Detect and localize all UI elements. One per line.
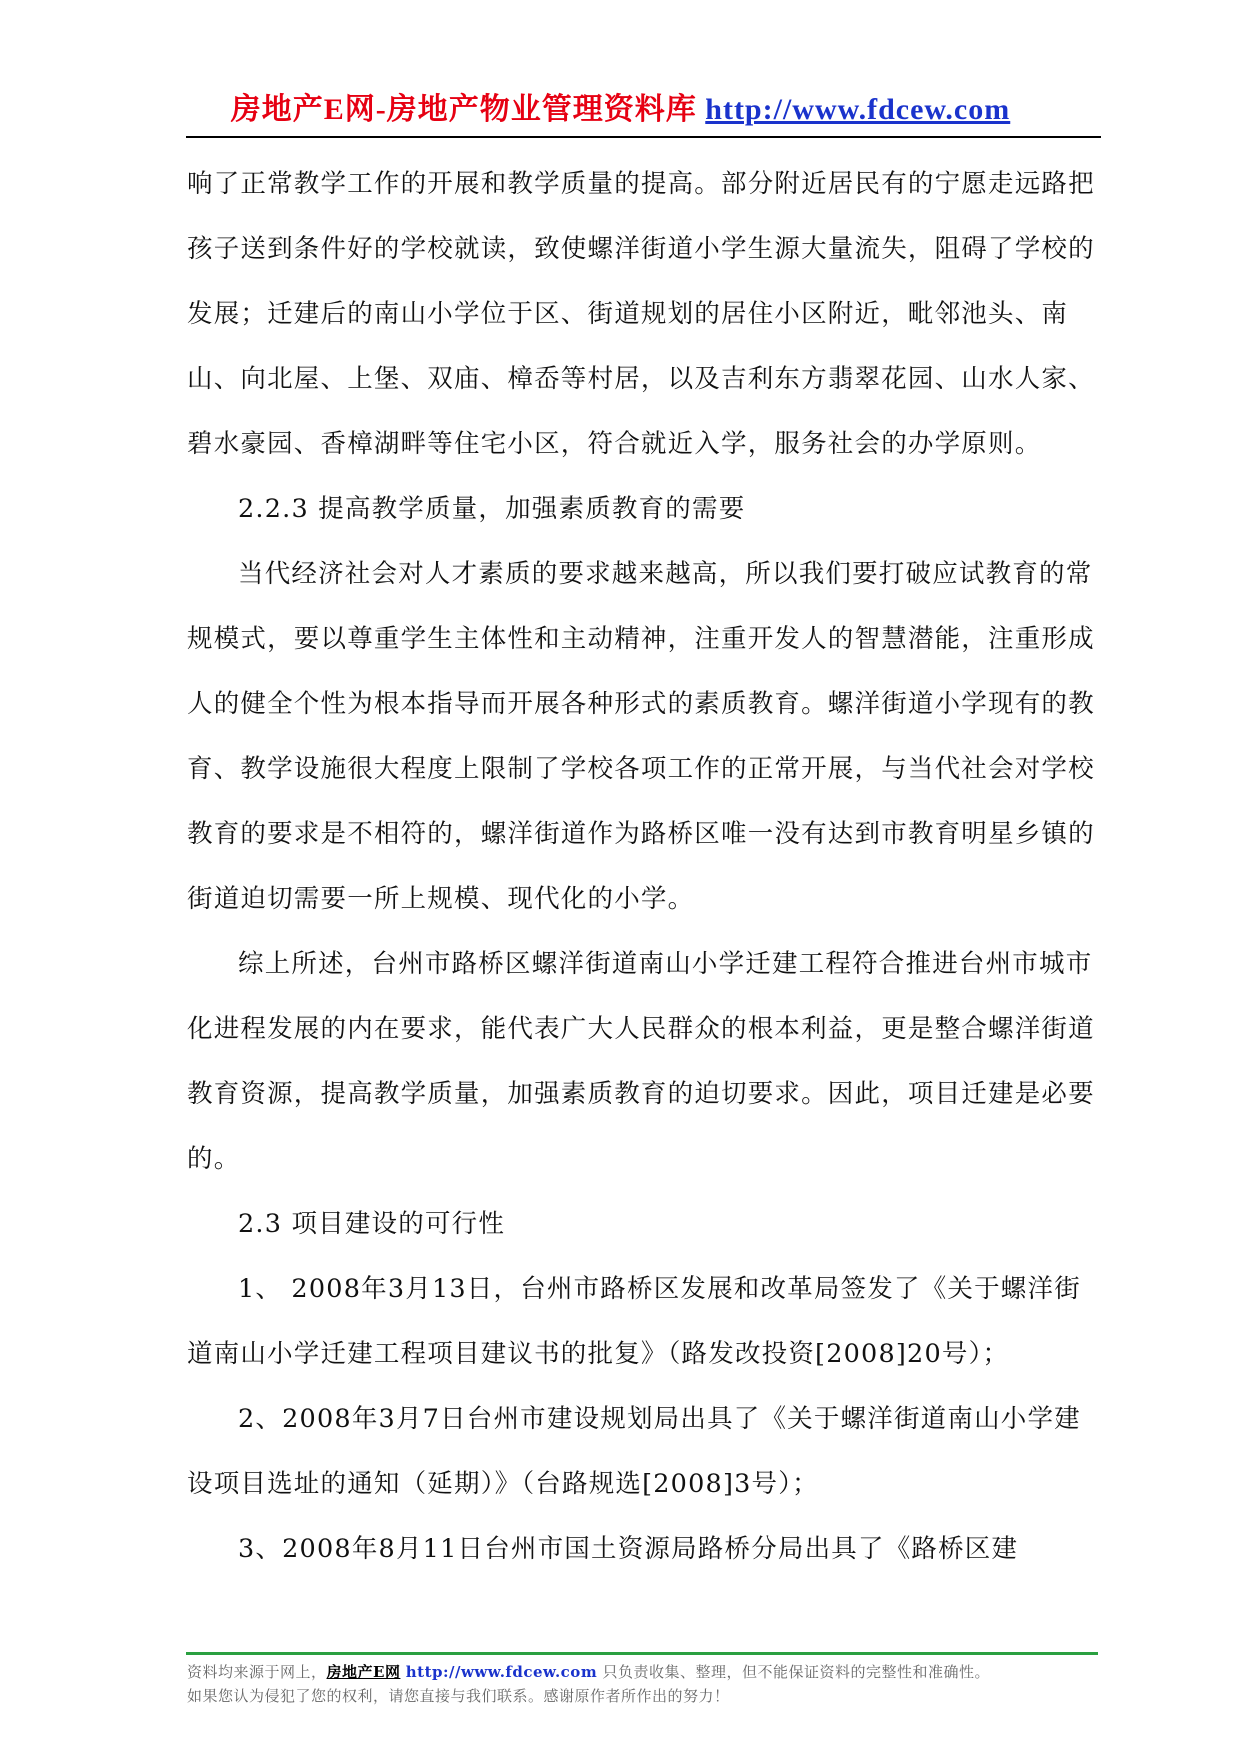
list-item-2: 2、2008年3月7日台州市建设规划局出具了《关于螺洋街道南山小学建设项目选址的通知（延期）》（台路规选[2008]3号）； <box>187 1404 1081 1499</box>
paragraph-summary: 综上所述，台州市路桥区螺洋街道南山小学迁建工程符合推进台州市城市化进程发展的内在要求，能代表广大人民群众的根本利益，更是整合螺洋街道教育资源，提高教学质量，加强素质教育的迫切要求。因此，项目迁建是必要的。 <box>187 949 1095 1174</box>
footer-url-link[interactable]: http://www.fdcew.com <box>405 1663 598 1681</box>
site-tagline: 房地产物业管理资料库 <box>386 93 697 126</box>
page-footer <box>187 1660 1102 1708</box>
footer-brand-link[interactable]: 房地产E网 <box>326 1663 401 1681</box>
document-body <box>187 152 1102 1582</box>
section-heading-2-3: 2.3 项目建设的可行性 <box>238 1209 506 1239</box>
header-separator: - <box>375 93 387 126</box>
footer-line-1 <box>187 1660 1102 1684</box>
footer-line-2: 如果您认为侵犯了您的权利，请您直接与我们联系。感谢原作者所作出的努力！ <box>187 1687 730 1705</box>
paragraph-continuation: 响了正常教学工作的开展和教学质量的提高。部分附近居民有的宁愿走远路把孩子送到条件好的学校就读，致使螺洋街道小学生源大量流失，阻碍了学校的发展；迁建后的南山小学位于区、街道规划的居住小区附近，毗邻池头、南山、向北屋、上堡、双庙、樟岙等村居，以及吉利东方翡翠花园、山水人家、碧水豪园、香樟湖畔等住宅小区，符合就近入学，服务社会的办学原则。 <box>187 169 1095 459</box>
footer-prefix: 资料均来源于网上， <box>187 1663 327 1681</box>
header-divider <box>186 136 1101 138</box>
list-item-3: 3、2008年8月11日台州市国土资源局路桥分局出具了《路桥区建 <box>238 1534 1019 1564</box>
page-header <box>0 84 1241 128</box>
section-heading-2-2-3: 2.2.3 提高教学质量，加强素质教育的需要 <box>238 494 746 524</box>
site-name: 房地产E网 <box>230 93 376 126</box>
paragraph-quality-education: 当代经济社会对人才素质的要求越来越高，所以我们要打破应试教育的常规模式，要以尊重学生主体性和主动精神，注重开发人的智慧潜能，注重形成人的健全个性为根本指导而开展各种形式的素质教育。螺洋街道小学现有的教育、教学设施很大程度上限制了学校各项工作的正常开展，与当代社会对学校教育的要求是不相符的，螺洋街道作为路桥区唯一没有达到市教育明星乡镇的街道迫切需要一所上规模、现代化的小学。 <box>187 559 1095 914</box>
list-item-1: 1、 2008年3月13日，台州市路桥区发展和改革局签发了《关于螺洋街道南山小学迁建工程项目建议书的批复》（路发改投资[2008]20号）； <box>187 1274 1081 1369</box>
footer-divider <box>186 1652 1098 1655</box>
header-url-link[interactable]: http://www.fdcew.com <box>705 93 1011 126</box>
footer-suffix: 只负责收集、整理，但不能保证资料的完整性和准确性。 <box>602 1663 990 1681</box>
